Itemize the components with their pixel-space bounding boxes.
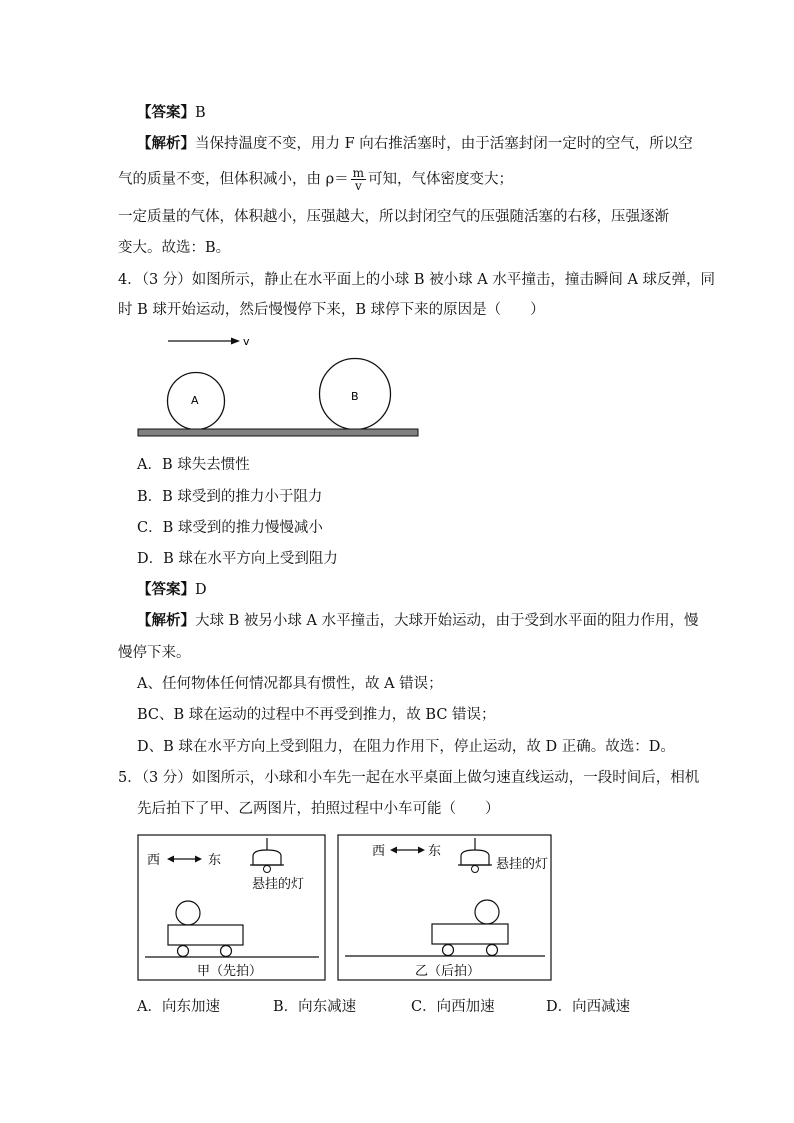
lamp-bulb-icon [264, 866, 271, 873]
velocity-arrow-head [231, 338, 240, 345]
q4-analysis-line-3: A、任何物体任何情况都具有惯性，故 A 错误； [137, 676, 443, 692]
small-ball [176, 901, 200, 925]
q4-analysis-tag: 【解析】 [137, 612, 195, 629]
lamp-bulb-icon [472, 866, 479, 873]
cart-wheel-right [487, 945, 498, 956]
fraction-numerator: m [352, 166, 365, 180]
q3-analysis-line-3: 一定质量的气体，体积越小，压强越大，所以封闭空气的压强随活塞的右移，压强逐渐 [118, 209, 669, 225]
cart-body [432, 924, 508, 944]
q4-answer-line [137, 580, 207, 600]
q3-analysis-line-2 [118, 167, 513, 192]
q4-stem-line-2: 时 B 球开始运动，然后慢慢停下来，B 球停下来的原因是（ ） [118, 302, 545, 318]
q4-option-d: D．B 球在水平方向上受到阻力 [137, 551, 338, 567]
east-label: 东 [428, 844, 442, 859]
q5-option-c: C．向西加速 [411, 999, 495, 1015]
q4-option-b: B．B 球受到的推力小于阻力 [137, 489, 323, 505]
west-label: 西 [147, 853, 161, 868]
q3-answer-line [137, 103, 206, 123]
velocity-label: v [243, 335, 250, 348]
q4-option-a: A．B 球失去惯性 [137, 457, 250, 473]
east-label: 东 [208, 853, 222, 868]
q3-analysis-line-1 [137, 134, 693, 154]
q3-answer-tag: 【答案】 [137, 104, 195, 121]
q4-analysis-line-2: 慢停下来。 [118, 645, 191, 661]
figure-jia-frame [138, 835, 325, 980]
q3-analysis-text-2b: 可知，气体密度变大； [368, 171, 514, 188]
figure-yi-caption: 乙（后拍） [415, 964, 481, 979]
lamp-shade-icon [253, 850, 281, 865]
ball-a-label: A [191, 394, 199, 407]
figure-jia [137, 834, 327, 982]
q4-analysis-line-5: D、B 球在水平方向上受到阻力，在阻力作用下，停止运动，故 D 正确。故选：D。 [137, 739, 675, 755]
ball-b-label: B [351, 390, 359, 403]
fraction-denominator: v [354, 179, 362, 193]
q5-stem-line-2: 先后拍下了甲、乙两图片，拍照过程中小车可能（ ） [137, 801, 500, 817]
small-ball [475, 900, 499, 924]
q5-option-b: B．向东减速 [273, 999, 357, 1015]
q4-analysis-line-1 [137, 611, 699, 631]
west-label: 西 [372, 844, 386, 859]
q5-stem-line-1: 5．（3 分）如图所示，小球和小车先一起在水平桌面上做匀速直线运动，一段时间后，相机 [118, 770, 700, 786]
q3-analysis-line-4: 变大。故选：B。 [118, 240, 231, 256]
q4-answer-value: D [195, 582, 207, 598]
figure-yi [337, 834, 553, 982]
q5-option-a: A．向东加速 [137, 999, 220, 1015]
cart-wheel-left [443, 945, 454, 956]
q3-analysis-tag: 【解析】 [137, 135, 195, 152]
lamp-label: 悬挂的灯 [252, 877, 305, 892]
q5-option-d: D．向西减速 [546, 999, 631, 1015]
q3-analysis-text-1: 当保持温度不变，用力 F 向右推活塞时，由于活塞封闭一定时的空气，所以空 [195, 136, 693, 152]
q3-analysis-text-2a: 气的质量不变，但体积减小，由 ρ＝ [118, 171, 349, 188]
q3-answer-value: B [195, 105, 206, 121]
figure-jia-caption: 甲（先拍） [197, 964, 263, 979]
cart-wheel-right [221, 946, 232, 957]
cart-body [168, 925, 243, 945]
cart-wheel-left [178, 946, 189, 957]
q4-stem-line-1: 4．（3 分）如图所示，静止在水平面上的小球 B 被小球 A 水平撞击，撞击瞬间 A 球反弹，同 [118, 272, 716, 288]
lamp-shade-icon [461, 850, 489, 865]
density-fraction [351, 167, 366, 192]
horizontal-surface [138, 429, 418, 436]
q4-analysis-text-1: 大球 B 被另小球 A 水平撞击，大球开始运动，由于受到水平面的阻力作用，慢 [195, 613, 699, 629]
q4-figure [130, 325, 430, 445]
lamp-label: 悬挂的灯 [496, 857, 549, 872]
q4-answer-tag: 【答案】 [137, 581, 195, 598]
q4-analysis-line-4: BC、B 球在运动的过程中不再受到推力，故 BC 错误； [137, 707, 496, 723]
q4-option-c: C．B 球受到的推力慢慢减小 [137, 520, 323, 536]
